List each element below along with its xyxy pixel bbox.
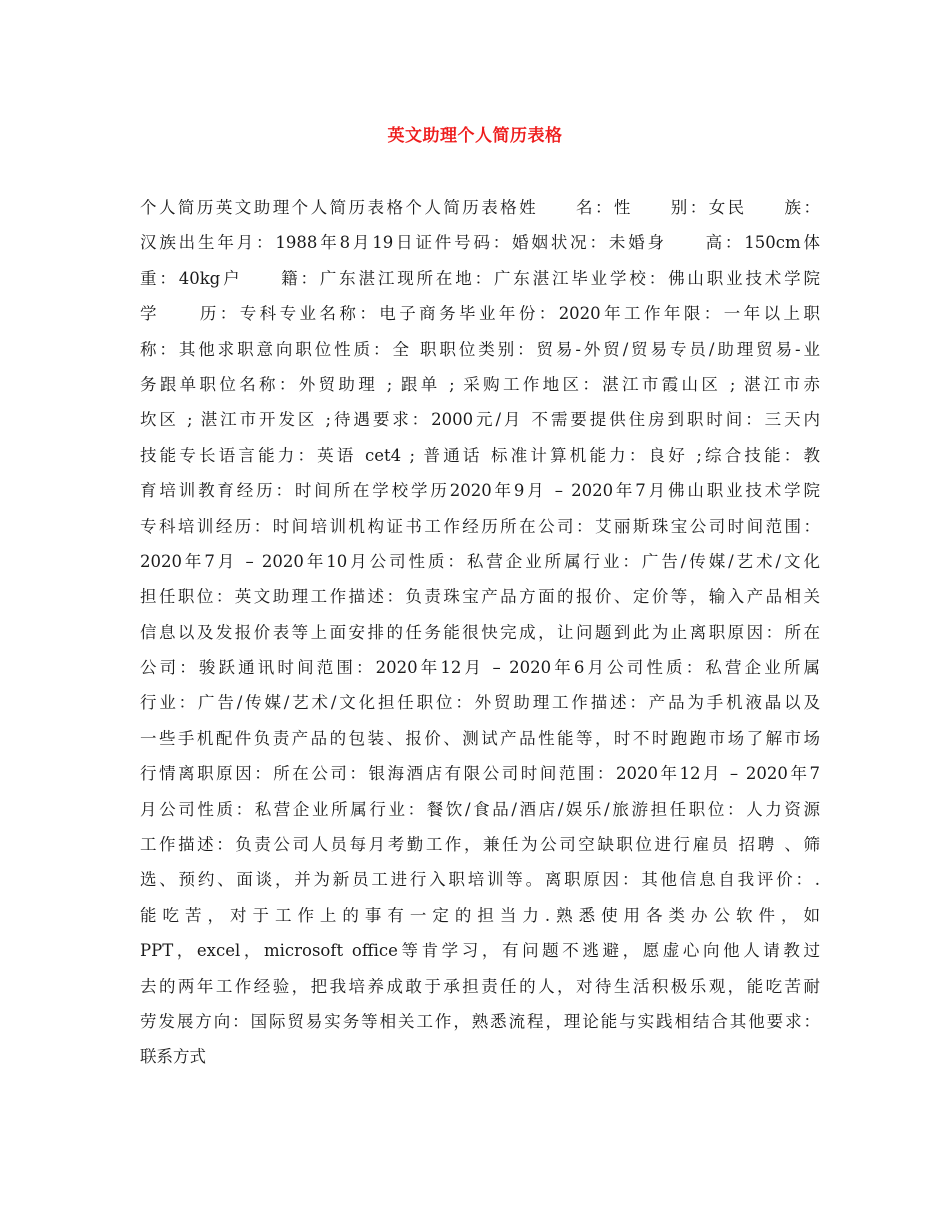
body-text-line: 月公司性质：私营企业所属行业：餐饮/食品/酒店/娱乐/旅游担任职位：人力资源 bbox=[140, 799, 820, 819]
body-text-line: PPT，excel，microsoft office等肯学习，有问题不逃避，愿虚心向他人请教过 bbox=[140, 941, 820, 961]
body-text-line: 坎区 ; 湛江市开发区 ;待遇要求：2000元/月 不需要提供住房到职时间：三天内 bbox=[140, 410, 820, 430]
body-text-line: 专科培训经历：时间培训机构证书工作经历所在公司：艾丽斯珠宝公司时间范围： bbox=[140, 516, 820, 536]
body-text-line: 劳发展方向：国际贸易实务等相关工作，熟悉流程，理论能与实践相结合其他要求： bbox=[140, 1011, 820, 1031]
body-text-line: 工作描述：负责公司人员每月考勤工作，兼任为公司空缺职位进行雇员 招聘 、筛 bbox=[140, 835, 820, 855]
body-text-line: 汉族出生年月：1988年8月19日证件号码：婚姻状况：未婚身 高：150cm体 bbox=[140, 233, 820, 253]
body-text-line: 务跟单职位名称：外贸助理 ; 跟单 ; 采购工作地区：湛江市霞山区 ; 湛江市赤 bbox=[140, 374, 820, 394]
document-body bbox=[140, 190, 820, 1075]
body-text-line: 去的两年工作经验，把我培养成敢于承担责任的人，对待生活积极乐观，能吃苦耐 bbox=[140, 976, 820, 996]
document-title: 英文助理个人简历表格 bbox=[387, 126, 563, 146]
body-text-line: 称：其他求职意向职位性质：全 职职位类别：贸易-外贸/贸易专员/助理贸易-业 bbox=[140, 339, 820, 359]
body-text-line: 担任职位：英文助理工作描述：负责珠宝产品方面的报价、定价等，输入产品相关 bbox=[140, 587, 820, 607]
body-text-line: 联系方式 bbox=[140, 1047, 206, 1067]
body-text-line: 重：40kg户 籍：广东湛江现所在地：广东湛江毕业学校：佛山职业技术学院 bbox=[140, 268, 820, 288]
body-text-line: 选、预约、面谈，并为新员工进行入职培训等。离职原因：其他信息自我评价：. bbox=[140, 870, 820, 890]
body-text-line: 技能专长语言能力：英语 cet4 ; 普通话 标准计算机能力：良好 ;综合技能：教 bbox=[140, 445, 820, 465]
body-text-line: 2020年7月 – 2020年10月公司性质：私营企业所属行业：广告/传媒/艺术/文化 bbox=[140, 551, 820, 571]
body-text-line: 信息以及发报价表等上面安排的任务能很快完成，让问题到此为止离职原因：所在 bbox=[140, 622, 820, 642]
body-text-line: 行业：广告/传媒/艺术/文化担任职位：外贸助理工作描述：产品为手机液晶以及 bbox=[140, 693, 820, 713]
body-text-line: 育培训教育经历：时间所在学校学历2020年9月 – 2020年7月佛山职业技术学院 bbox=[140, 481, 820, 501]
body-text-line: 行情离职原因：所在公司：银海酒店有限公司时间范围：2020年12月 – 2020年7 bbox=[140, 764, 820, 784]
body-text-line: 学 历：专科专业名称：电子商务毕业年份：2020年工作年限：一年以上职 bbox=[140, 304, 820, 324]
body-text-line: 一些手机配件负责产品的包装、报价、测试产品性能等，时不时跑跑市场了解市场 bbox=[140, 728, 820, 748]
body-text-line: 能吃苦，对于工作上的事有一定的担当力.熟悉使用各类办公软件，如 bbox=[140, 905, 820, 925]
body-text-line: 个人简历英文助理个人简历表格个人简历表格姓 名：性 别：女民 族： bbox=[140, 198, 820, 217]
body-text-line: 公司：骏跃通讯时间范围：2020年12月 – 2020年6月公司性质：私营企业所属 bbox=[140, 658, 820, 678]
